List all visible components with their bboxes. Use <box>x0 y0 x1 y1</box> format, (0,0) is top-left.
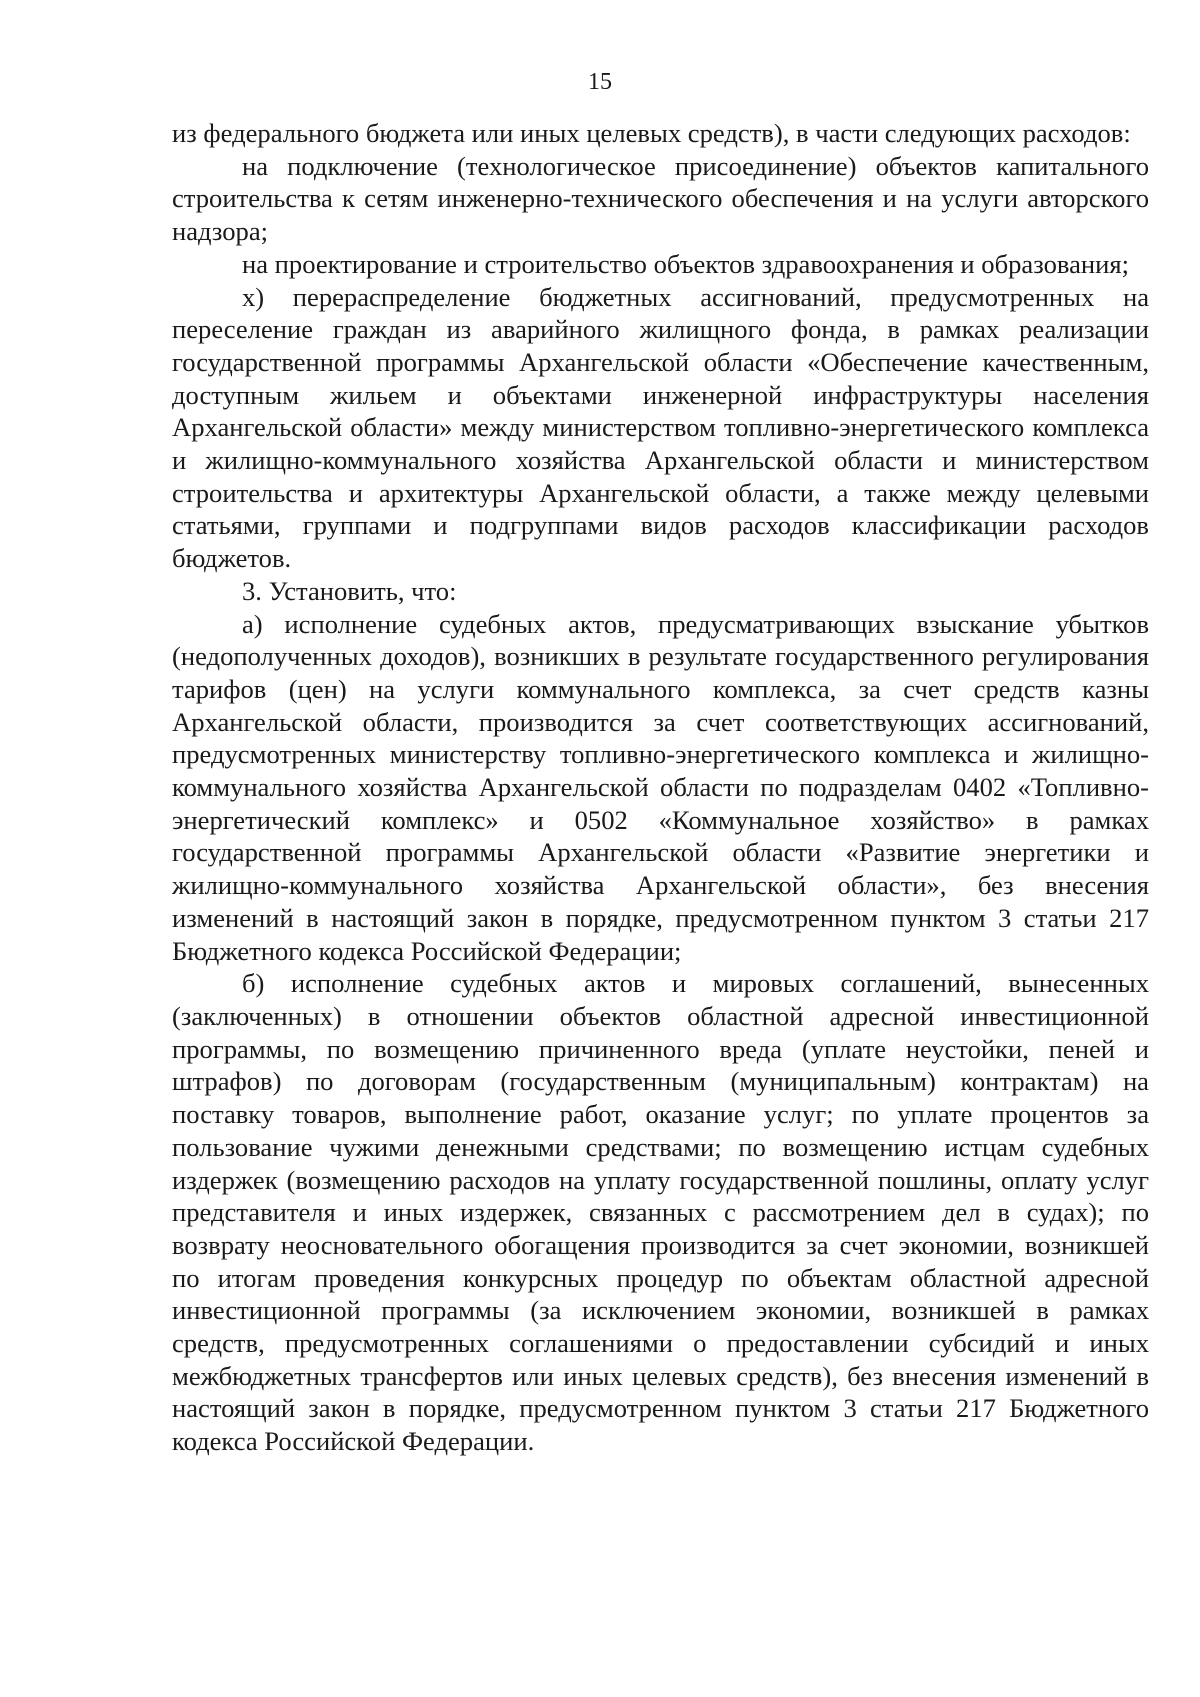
paragraph-design-construction: на проектирование и строительство объектов здравоохранения и образования; <box>242 248 1129 279</box>
paragraph-item-a: а) исполнение судебных актов, предусматривающих взыскание убытков (недополученных доходов), возникших в результате государственного регулирования тарифов (цен) на услуги коммунального комплекса, за счет средств казны Архангельской области, производится за счет соответствующих ассигнований, предусмотренных министерству топливно-энергетического комплекса и жилищно-коммунального хозяйства Архангельской области по подразделам 0402 «Топливно-энергетический комплекс» и 0502 «Коммунальное хозяйство» в рамках государственной программы Архангельской области «Развитие энергетики и жилищно-коммунального хозяйства Архангельской области», без внесения изменений в настоящий закон в порядке, предусмотренном пунктом 3 статьи 217 Бюджетного кодекса Российской Федерации; <box>172 608 1149 966</box>
paragraph-section-3: 3. Установить, что: <box>242 575 457 606</box>
paragraph-item-kh: х) перераспределение бюджетных ассигнований, предусмотренных на переселение граждан из аварийного жилищного фонда, в рамках реализации государственной программы Архангельской области «Обеспечение качественным, доступным жильем и объектами инженерной инфраструктуры населения Архангельской области» между министерством топливно-энергетического комплекса и жилищно-коммунального хозяйства Архангельской области и министерством строительства и архитектуры Архангельской области, а также между целевыми статьями, группами и подгруппами видов расходов классификации расходов бюджетов. <box>172 281 1149 574</box>
page-number: 15 <box>588 69 612 95</box>
paragraph-continuation: из федерального бюджета или иных целевых средств), в части следующих расходов: <box>172 118 1131 148</box>
paragraph-item-b: б) исполнение судебных актов и мировых соглашений, вынесенных (заключенных) в отношении объектов областной адресной инвестиционной программы, по возмещению причиненного вреда (уплате неустойки, пеней и штрафов) по договорам (государственным (муниципальным) контрактам) на поставку товаров, выполнение работ, оказание услуг; по уплате процентов за пользование чужими денежными средствами; по возмещению истцам судебных издержек (возмещению расходов на уплату государственной пошлины, оплату услуг представителя и иных издержек, связанных с рассмотрением дел в судах); по возврату неосновательного обогащения производится за счет экономии, возникшей по итогам проведения конкурсных процедур по объектам областной адресной инвестиционной программы (за исключением экономии, возникшей в рамках средств, предусмотренных соглашениями о предоставлении субсидий и иных межбюджетных трансфертов или иных целевых средств), без внесения изменений в настоящий закон в порядке, предусмотренном пунктом 3 статьи 217 Бюджетного кодекса Российской Федерации. <box>172 968 1149 1457</box>
paragraph-connection-costs: на подключение (технологическое присоединение) объектов капитального строительства к сетям инженерно-технического обеспечения и на услуги авторского надзора; <box>172 150 1149 247</box>
document-body <box>172 117 1149 1458</box>
